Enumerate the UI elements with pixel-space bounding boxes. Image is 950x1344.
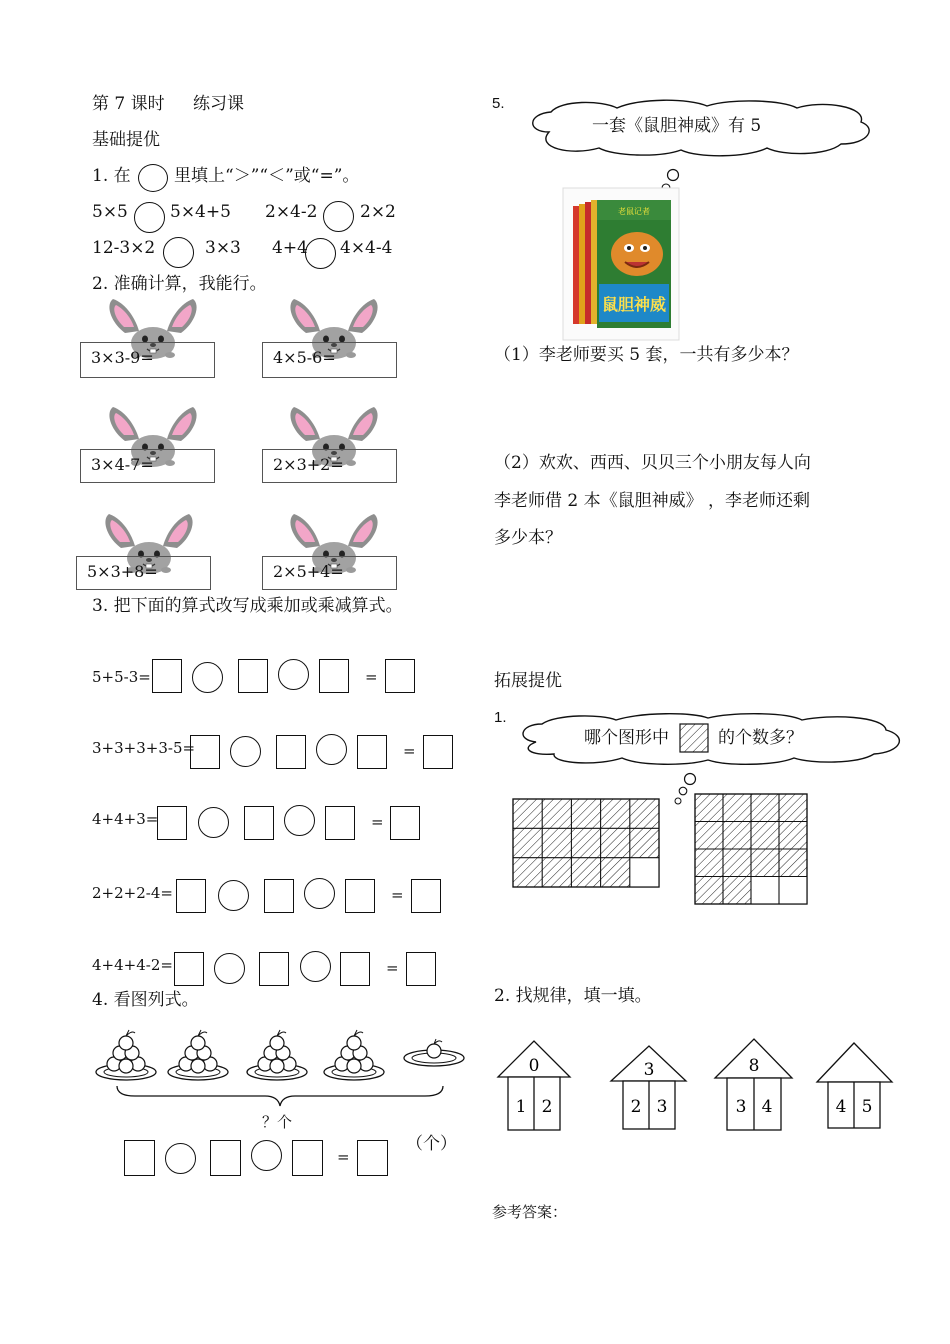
answer-box[interactable] xyxy=(238,659,268,693)
apple-plate-icon xyxy=(166,1020,230,1082)
calc-expression: 3×4-7= xyxy=(91,455,154,474)
house-right-number: 3 xyxy=(656,1097,668,1117)
answer-box[interactable] xyxy=(152,659,182,693)
q1-title: 1. 在 xyxy=(92,166,131,186)
answer-box[interactable] xyxy=(406,952,436,986)
answer-box[interactable] xyxy=(411,879,441,913)
calc-card[interactable] xyxy=(76,556,211,590)
calc-expression: 5×3+8= xyxy=(87,562,158,581)
house-roof-number: 8 xyxy=(748,1056,760,1076)
house-right-number: 4 xyxy=(761,1097,773,1117)
answer-circle[interactable] xyxy=(218,880,249,911)
hatched-grid-b xyxy=(694,793,810,907)
calc-expression: 3×3-9= xyxy=(91,348,154,367)
q1-expr: 12-3×2 xyxy=(92,238,156,258)
answer-circle[interactable] xyxy=(165,1143,196,1174)
answer-box[interactable] xyxy=(357,735,387,769)
calc-card[interactable] xyxy=(80,342,215,378)
ext-q1-bubble-post: 的个数多？ xyxy=(718,728,803,748)
answer-box[interactable] xyxy=(210,1140,241,1176)
number-house xyxy=(610,1045,688,1131)
ext-q2-title: 2. 找规律，填一填。 xyxy=(494,986,652,1006)
q3-row-expr: 5+5-3= xyxy=(92,668,151,686)
equals-sign: = xyxy=(365,668,378,686)
q3-title: 3. 把下面的算式改写成乘加或乘减算式。 xyxy=(92,596,403,616)
answer-box[interactable] xyxy=(325,806,355,840)
answer-box[interactable] xyxy=(385,659,415,693)
q5-bubble-text: 一套《鼠胆神威》有 5 xyxy=(592,116,762,136)
answer-box[interactable] xyxy=(176,879,206,913)
answer-box[interactable] xyxy=(264,879,294,913)
apple-plate-icon xyxy=(245,1020,309,1082)
q1-expr: 5×5 xyxy=(92,202,128,222)
answer-box[interactable] xyxy=(276,735,306,769)
q1-expr: 2×4-2 xyxy=(265,202,318,222)
answer-circle[interactable] xyxy=(323,201,354,232)
calc-expression: 2×5+4= xyxy=(273,562,344,581)
answer-box[interactable] xyxy=(174,952,204,986)
q1-expr: 2×2 xyxy=(360,202,396,222)
calc-expression: 2×3+2= xyxy=(273,455,344,474)
answer-box[interactable] xyxy=(319,659,349,693)
equals-sign: = xyxy=(386,959,399,977)
answer-box[interactable] xyxy=(345,879,375,913)
answer-box[interactable] xyxy=(190,735,220,769)
answer-circle[interactable] xyxy=(198,807,229,838)
apple-plate-icon xyxy=(322,1020,386,1082)
house-left-number: 1 xyxy=(515,1097,527,1117)
answer-section-title: 参考答案： xyxy=(492,1203,568,1221)
apple-plate-icon xyxy=(94,1020,158,1082)
q5-sub2-line3: 多少本？ xyxy=(494,528,562,548)
answer-box[interactable] xyxy=(340,952,370,986)
answer-circle[interactable] xyxy=(305,238,336,269)
answer-circle[interactable] xyxy=(163,237,194,268)
house-left-number: 3 xyxy=(735,1097,747,1117)
brace-icon xyxy=(115,1084,445,1108)
house-roof-number: 0 xyxy=(528,1056,540,1076)
section-extension-title: 拓展提优 xyxy=(494,671,562,691)
brace-label: ？个 xyxy=(262,1113,293,1131)
calc-card[interactable] xyxy=(262,449,397,483)
calc-expression: 4×5-6= xyxy=(273,348,336,367)
calc-card[interactable] xyxy=(262,342,397,378)
answer-circle[interactable] xyxy=(230,736,261,767)
book-title: 鼠胆神威 xyxy=(601,295,667,314)
q5-sub2-line2: 李老师借 2 本《鼠胆神威》 ，李老师还剩 xyxy=(494,491,811,511)
answer-box[interactable] xyxy=(157,806,187,840)
answer-circle[interactable] xyxy=(134,202,165,233)
unit-label: （个） xyxy=(406,1134,457,1154)
equals-sign: = xyxy=(337,1148,350,1166)
answer-circle[interactable] xyxy=(284,805,315,836)
q4-title: 4. 看图列式。 xyxy=(92,990,199,1010)
house-roof-number: 3 xyxy=(643,1060,655,1080)
house-left-number: 4 xyxy=(835,1097,847,1117)
q5-sub2-line1: （2）欢欢、西西、贝贝三个小朋友每人向 xyxy=(494,453,811,473)
q2-title: 2. 准确计算，我能行。 xyxy=(92,274,267,294)
house-right-number: 2 xyxy=(541,1097,553,1117)
hatched-square-icon xyxy=(679,723,709,753)
answer-box[interactable] xyxy=(390,806,420,840)
answer-circle[interactable] xyxy=(251,1140,282,1171)
answer-box[interactable] xyxy=(259,952,289,986)
answer-circle[interactable] xyxy=(278,659,309,690)
ext-q1-bubble-pre: 哪个图形中 xyxy=(584,728,669,748)
answer-box[interactable] xyxy=(292,1140,323,1176)
calc-card[interactable] xyxy=(80,449,215,483)
q5-sub1: （1）李老师要买 5 套，一共有多少本？ xyxy=(494,345,799,365)
section-basic-title: 基础提优 xyxy=(92,130,160,150)
answer-circle[interactable] xyxy=(300,951,331,982)
number-house xyxy=(497,1040,573,1132)
q3-row-expr: 4+4+4-2= xyxy=(92,956,173,974)
answer-box[interactable] xyxy=(124,1140,155,1176)
hatched-grid-a xyxy=(512,798,662,890)
single-apple-plate-icon xyxy=(402,1034,466,1074)
lesson-type: 练习课 xyxy=(193,94,244,114)
q3-row-expr: 3+3+3+3-5= xyxy=(92,739,196,757)
answer-circle[interactable] xyxy=(192,662,223,693)
number-house xyxy=(816,1042,896,1132)
q5-number: 5. xyxy=(492,95,505,112)
answer-box[interactable] xyxy=(423,735,453,769)
answer-box[interactable] xyxy=(357,1140,388,1176)
ext-q1-number: 1. xyxy=(494,709,507,726)
lesson-number: 第 7 课时 xyxy=(92,94,165,114)
thought-bubble xyxy=(512,712,912,768)
house-left-number: 2 xyxy=(630,1097,642,1117)
answer-circle[interactable] xyxy=(138,164,168,192)
answer-circle[interactable] xyxy=(304,878,335,909)
equals-sign: = xyxy=(403,742,416,760)
answer-circle[interactable] xyxy=(214,953,245,984)
q1-expr: 4+4 xyxy=(272,238,308,258)
answer-circle[interactable] xyxy=(316,734,347,765)
q1-expr: 5×4+5 xyxy=(170,202,231,222)
answer-box[interactable] xyxy=(244,806,274,840)
q3-row-expr: 2+2+2-4= xyxy=(92,884,173,902)
calc-card[interactable] xyxy=(262,556,397,590)
equals-sign: = xyxy=(371,813,384,831)
q1-title-rest: 里填上“＞”“＜”或“=”。 xyxy=(174,166,360,186)
q1-expr: 4×4-4 xyxy=(340,238,393,258)
book-set-image xyxy=(563,188,679,340)
house-right-number: 5 xyxy=(861,1097,873,1117)
equals-sign: = xyxy=(391,886,404,904)
q1-expr: 3×3 xyxy=(205,238,241,258)
q3-row-expr: 4+4+3= xyxy=(92,810,159,828)
book-brand: 老鼠记者 xyxy=(618,207,650,216)
number-house xyxy=(714,1038,794,1132)
